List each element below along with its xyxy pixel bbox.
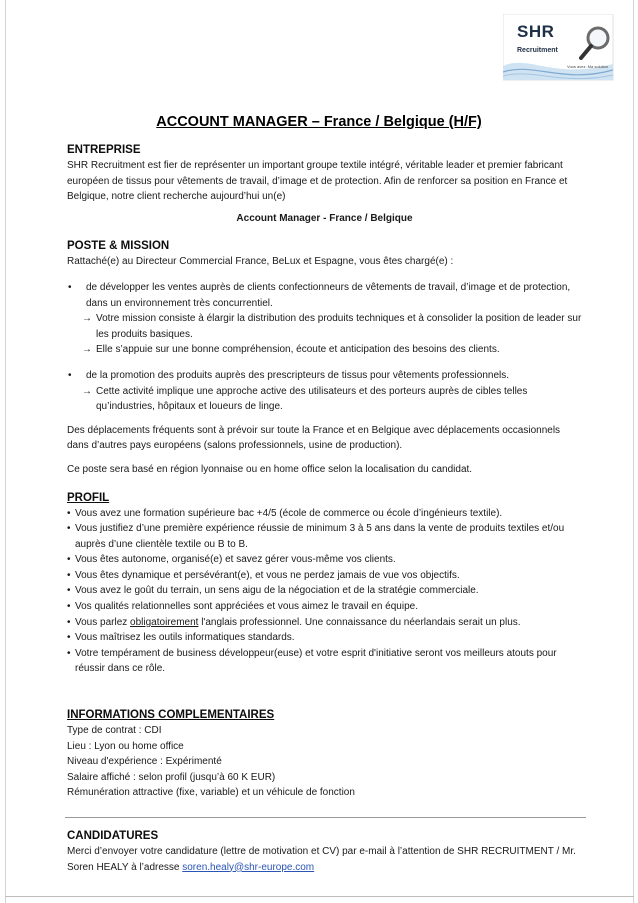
bullet-icon: • [67, 523, 71, 535]
mission-sub-item [67, 384, 582, 415]
info-line: Rémunération attractive (fixe, variable) et un véhicule de fonction [67, 787, 355, 799]
section-heading-infos: INFORMATIONS COMPLEMENTAIRES [67, 709, 275, 722]
mission-bullet [67, 280, 582, 311]
profil-item [67, 568, 582, 584]
page-edge-bottom [5, 896, 634, 897]
profil-item-text-pre: Vous parlez [75, 616, 131, 628]
profil-item [67, 646, 582, 677]
profil-item-text: Vous maîtrisez les outils informatiques standards. [75, 632, 295, 644]
section-heading-poste: POSTE & MISSION [67, 240, 170, 253]
document-body [67, 142, 582, 875]
profil-item [67, 630, 582, 646]
profil-item-text: Vos qualités relationnelles sont appréciées et vous aimez le travail en équipe. [75, 601, 418, 613]
shr-logo [503, 14, 623, 94]
logo-tagline: Vous avez. Ma solution [567, 64, 609, 69]
bullet-icon: • [67, 585, 71, 597]
bullet-icon: • [67, 632, 71, 644]
mission-sub-item [67, 311, 582, 342]
profil-item-text: Vous êtes dynamique et persévérant(e), et vous ne perdez jamais de vue vos objectifs. [75, 569, 460, 581]
bullet-icon: • [68, 281, 72, 293]
mission-bullet-text: de la promotion des produits auprès des prescripteurs de tissus pour vêtements professionnels. [86, 369, 510, 381]
profil-item [67, 552, 582, 568]
profil-item [67, 521, 582, 552]
candidatures-instructions: Merci d’envoyer votre candidature (lettre de motivation et CV) par e-mail à l’attention de SHR RECRUITMENT / Mr. Soren HEALY à l’adresse [67, 846, 576, 873]
section-heading-entreprise: ENTREPRISE [67, 144, 141, 156]
profil-item-text: Vous êtes autonome, organisé(e) et savez gérer vous-même vos clients. [75, 554, 396, 566]
mission-sub-text: Votre mission consiste à élargir la distribution des produits techniques et à consolider la position de leader sur les produits basiques. [96, 313, 582, 340]
mission-sub-text: Cette activité implique une approche active des utilisateurs et des porteurs auprès de cibles telles qu’industries, hôpitaux et loueurs de linge. [96, 385, 528, 413]
page-edge-right [633, 0, 634, 903]
section-heading-profil: PROFIL [67, 491, 110, 504]
bullet-icon: • [67, 647, 71, 659]
profil-item-text: Votre tempérament de business développeur(euse) et votre esprit d'initiative seront vos meilleurs atouts pour réussir dans ce rôle. [75, 647, 557, 675]
mission-sub-text: Elle s’appuie sur une bonne compréhension, écoute et anticipation des besoins des clients. [96, 344, 500, 356]
location-paragraph: Ce poste sera basé en région lyonnaise ou en home office selon la localisation du candidat. [67, 463, 473, 475]
info-line: Lieu : Lyon ou home office [67, 740, 184, 752]
section-heading-candidatures: CANDIDATURES [67, 830, 159, 842]
logo-subtitle: Recruitment [517, 47, 558, 54]
profil-item-text: Vous justifiez d’une première expérience réussie de minimum 3 à 5 ans dans la vente de produits textiles et/ou auprès d’une clientèle textile ou B to B. [75, 523, 565, 550]
mission-bullet [67, 368, 582, 384]
logo-brand: SHR [517, 22, 555, 41]
arrow-icon: → [82, 313, 92, 325]
profil-item-text: Vous avez une formation supérieure bac +4/5 (école de commerce ou école d’ingénieurs textile). [75, 507, 503, 519]
candidatures-text [67, 844, 582, 875]
bullet-icon: • [68, 369, 72, 381]
travel-paragraph: Des déplacements fréquents sont à prévoir sur toute la France et en Belgique avec déplacements occasionnels dans d’autres pays européens (salons professionnels, usine de production). [67, 424, 561, 452]
info-line: Niveau d'expérience : Expérimenté [67, 756, 222, 768]
info-line: Salaire affiché : selon profil (jusqu’à 60 K EUR) [67, 771, 276, 783]
profil-item [67, 599, 582, 615]
profil-item-emphasis: obligatoirement [130, 616, 199, 628]
arrow-icon: → [82, 385, 92, 397]
poste-intro: Rattaché(e) au Directeur Commercial France, BeLux et Espagne, vous êtes chargé(e) : [67, 256, 454, 268]
profil-item-text-post: l'anglais professionnel. Une connaissance du néerlandais serait un plus. [198, 616, 521, 628]
bullet-icon: • [67, 601, 71, 613]
page-edge-left [5, 0, 6, 903]
mission-bullet-text: de développer les ventes auprès de clients confectionneurs de vêtements de travail, d’image et de protection, dans un environnement très concurrentiel. [86, 281, 571, 309]
arrow-icon: → [82, 344, 92, 356]
email-link[interactable]: soren.healy@shr-europe.com [182, 861, 315, 873]
profil-item [67, 506, 582, 522]
profil-item [67, 583, 582, 599]
bullet-icon: • [67, 507, 71, 519]
entreprise-text: SHR Recruitment est fier de représenter un important groupe textile intégré, véritable leader et premier fabricant européen de tissus pour vêtements de travail, d’image et de protection. Afin de renforcer sa position en France et Belgique, notre client recherche aujourd’hui un(e) [67, 160, 568, 203]
profil-item [67, 615, 582, 631]
bullet-icon: • [67, 616, 71, 628]
info-line: Type de contrat : CDI [67, 725, 162, 737]
bullet-icon: • [67, 554, 71, 566]
profil-item-text: Vous avez le goût du terrain, un sens aigu de la négociation et de la stratégie commerciale. [75, 585, 479, 597]
mission-sub-item [67, 342, 582, 358]
role-title: Account Manager - France / Belgique [236, 212, 413, 224]
job-title: ACCOUNT MANAGER – France / Belgique (H/F) [156, 114, 482, 130]
bullet-icon: • [67, 569, 71, 581]
